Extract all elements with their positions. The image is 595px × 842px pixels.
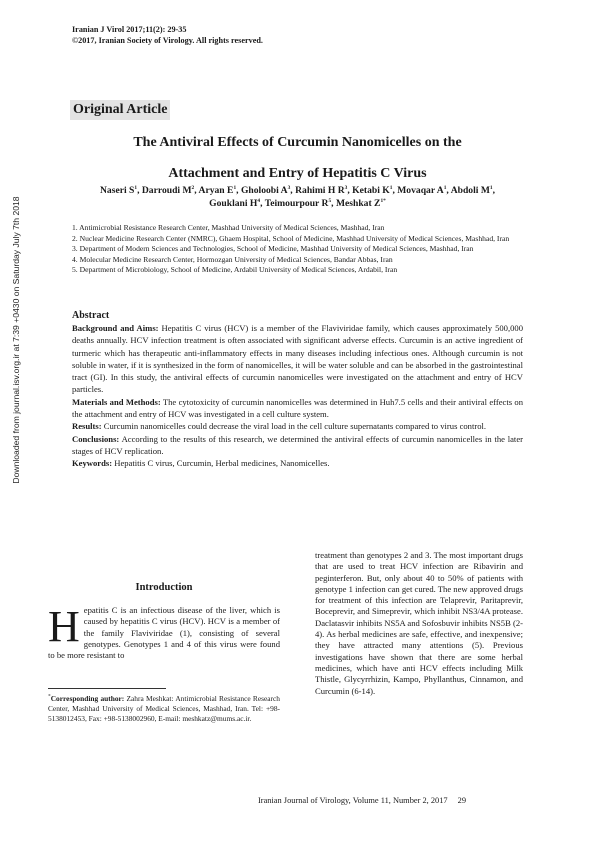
conclusions-text: According to the results of this research, we determined the antiviral effects of curcumin nanomicelles in the later stages of HCV replication. (72, 433, 523, 456)
author-affiliation-number: 1 (233, 184, 237, 191)
footnote-marker: * (48, 693, 51, 700)
author-name: Teimourpour R (264, 198, 329, 209)
title-line-1: The Antiviral Effects of Curcumin Nanomicelles on the (133, 135, 462, 150)
footnote-text: Zahra Meshkat: Antimicrobial Resistance Research Center, Mashhad University of Medical Sciences, Mashhad, Iran. Tel: +98-5138012453, Fax: +98-5138002960, E-mail: meshkatz@mums.ac.ir. (48, 694, 280, 724)
drop-cap: H (48, 602, 80, 651)
footer-journal: Iranian Journal of Virology, Volume 11, Number 2, 2017 (258, 796, 448, 805)
author-name: Rahimi H R (295, 185, 345, 196)
author-affiliation-number: 1 (443, 184, 447, 191)
author-list: Naseri $S^1$, Darroudi $M^2$, Aryan $E^1$, Gholoobi $A^3$, Rahimi H $R^3$, Ketabi $K^1$, Movaqar $A^1$, Abdoli $M^1$, Gouklani $H^4$, Teimourpour $R^5$, Meshkat $Z^{1*}$ (100, 184, 495, 209)
author-name: Darroudi M (141, 185, 192, 196)
abstract-heading: Abstract (72, 310, 110, 321)
author-affiliation-number: 3 (344, 184, 348, 191)
page-number: 29 (457, 796, 466, 805)
author-affiliation-number: 1 (134, 184, 138, 191)
author-affiliation-number: 1 (489, 184, 493, 191)
author-affiliation-number: 2 (191, 184, 195, 191)
author-name: Gholoobi A (240, 185, 288, 196)
abstract-conclusions (72, 433, 523, 458)
background-label: Background and Aims: (72, 323, 159, 333)
author-name: Meshkat Z (335, 198, 381, 209)
abstract-section (72, 309, 523, 470)
author-name: Aryan E (198, 185, 234, 196)
methods-text: The cytotoxicity of curcumin nanomicelles was determined in Huh7.5 cells and their antiviral effects on the attachment and entry of HCV was investigated in a cell culture system. (72, 396, 523, 420)
corresponding-author-footnote (48, 694, 280, 725)
citation-line: Iranian J Virol 2017;11(2): 29-35 (72, 25, 187, 34)
abstract-methods (72, 396, 523, 421)
download-watermark (6, 160, 26, 520)
keywords-text: Hepatitis C virus, Curcumin, Herbal medicines, Nanomicelles. (114, 458, 330, 469)
footnote-divider (48, 688, 166, 689)
title-line-2: Attachment and Entry of Hepatitis C Virus (168, 166, 427, 181)
keywords-label: Keywords: (72, 458, 113, 469)
affiliation-item: 4. Molecular Medicine Research Center, Hormozgan University of Medical Sciences, Bandar Abbas, Iran (72, 254, 393, 264)
affiliation-item: 5. Department of Microbiology, School of Medicine, Ardabil University of Medical Sciences, Ardabil, Iran (72, 265, 398, 275)
abstract-keywords (72, 457, 523, 469)
journal-header (72, 24, 263, 46)
page-footer (258, 796, 466, 805)
author-name: Naseri S (100, 185, 135, 196)
affiliation-item: 1. Antimicrobial Resistance Research Center, Mashhad University of Medical Sciences, Mashhad, Iran (72, 223, 385, 232)
introduction-text: epatitis C is an infectious disease of the liver, which is caused by hepatitis C virus (HCV). HCV is a member of the family Flaviviridae (1), consisting of several genotypes. Genotypes 1 and 4 of this virus were found to be more resistant to (48, 605, 280, 661)
author-affiliation-number: 3 (287, 184, 291, 191)
abstract-background (72, 322, 523, 396)
results-label: Results: (72, 421, 102, 432)
copyright-line: ©2017, Iranian Society of Virology. All rights reserved. (72, 36, 263, 45)
background-text: Hepatitis C virus (HCV) is a member of the Flaviviridae family, which causes approximately 500,000 deaths annually. HCV infection treatment is often associated with significant adverse effects. Curcumin is an active ingredient of turmeric which has therapeutic anti-inflammatory effects in many diseases including infectious ones. Although curcumin is not soluble in water, if it is synthesized in the form of nanomicelles, it will be water soluble and can be absorbed in the gastrointestinal tract (GI). In this study, the antiviral effects of curcumin nanomicelles were investigated on the attachment and entry of HCV particles. (72, 323, 523, 395)
author-name: Ketabi K (352, 185, 390, 196)
author-name: Abdoli M (450, 185, 490, 196)
article-type-badge: Original Article (70, 100, 170, 120)
footnote-label: Corresponding author: (50, 694, 125, 703)
affiliation-item: 3. Department of Modern Sciences and Technologies, School of Medicine, Mashhad University of Medical Sciences, Mashhad, Iran (72, 244, 474, 254)
author-affiliation-number: 5 (328, 197, 332, 204)
introduction-heading: Introduction (135, 582, 193, 593)
article-title (72, 127, 523, 189)
introduction-body (48, 602, 280, 661)
affiliation-item: 2. Nuclear Medicine Research Center (NMRC), Ghaem Hospital, School of Medicine, Mashhad University of Medical Sciences, Mashhad, Iran (72, 233, 510, 243)
affiliation-list (72, 223, 523, 276)
download-note: Downloaded from journal.isv.org.ir at 7:39 +0430 on Saturday July 7th 2018 (11, 196, 21, 484)
author-affiliation-number: 1* (380, 197, 386, 204)
author-affiliation-number: 4 (257, 197, 261, 204)
abstract-results (72, 420, 523, 432)
results-text: Curcumin nanomicelles could decrease the viral load in the cell culture supernatants compared to virus control. (103, 421, 487, 432)
author-name: Gouklani H (209, 198, 258, 209)
right-column-text: treatment than genotypes 2 and 3. The most important drugs that are used to treat HCV infection are Ribavirin and peginterferon. But, only about 40 to 50% of patients with genotype 1 infection can get cured. The new approved drugs for treatment of this infection are Telaprevir, Paritaprevir, Boceprevir, and Simeprevir, which inhibit NS3/4A protease. Daclatasvir inhibits NS5A and Sofosbuvir inhibits NS5B (2-4). As herbal medicines are safe, effective, and inexpensive; they have attracted many attentions (5). Previous investigations have shown that there are some herbal medicines, which have anti HCV effects including Milk Thistle, Glycyrrhizin, Kampo, Phyllanthus, Cinnamon, and Curcumin (6-14). (315, 550, 523, 696)
conclusions-label: Conclusions: (72, 433, 120, 444)
author-affiliation-number: 1 (389, 184, 393, 191)
methods-label: Materials and Methods: (72, 396, 161, 407)
author-name: Movaqar A (397, 185, 444, 196)
